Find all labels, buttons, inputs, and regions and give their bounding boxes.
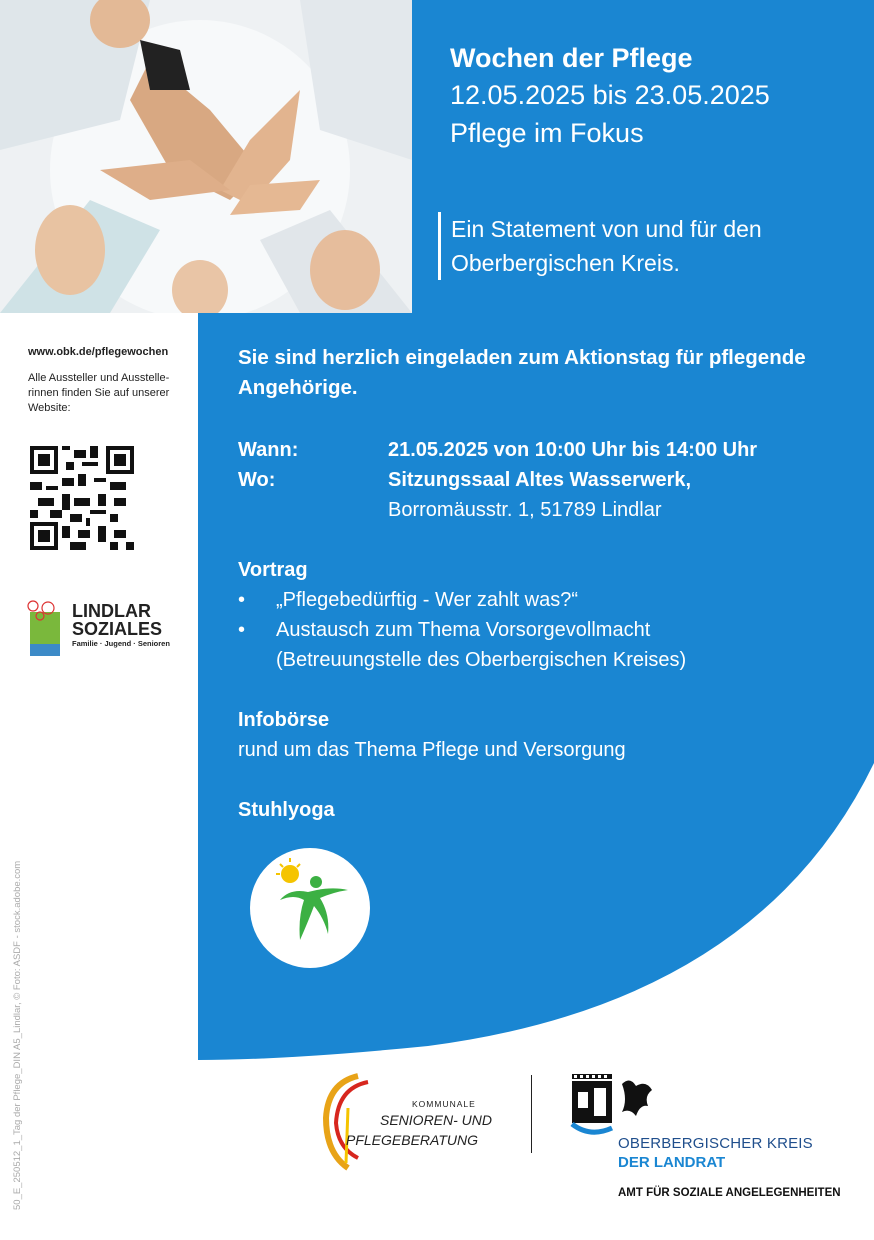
list-item-text: „Pflegebedürftig - Wer zahlt was?“ bbox=[276, 589, 578, 611]
hands-photo bbox=[0, 0, 412, 313]
obk-coat-of-arms-icon bbox=[570, 1072, 670, 1138]
infoboerse-text: rund um das Thema Pflege und Versorgung bbox=[238, 739, 626, 761]
where-row bbox=[238, 465, 858, 495]
header-text bbox=[450, 40, 770, 152]
event-details bbox=[238, 343, 858, 825]
yoga-heading: Stuhlyoga bbox=[238, 799, 335, 821]
vortrag-heading: Vortrag bbox=[238, 559, 308, 581]
sidebar-text-line: Website: bbox=[28, 402, 71, 414]
sidebar-text-line: Alle Aussteller und Ausstelle- bbox=[28, 372, 170, 384]
list-item bbox=[238, 615, 858, 645]
website-link[interactable]: www.obk.de/pflegewochen bbox=[28, 346, 169, 358]
lindlar-line1: LINDLAR bbox=[72, 601, 151, 621]
invitation-line: Angehörige. bbox=[238, 376, 358, 399]
invitation-line: Sie sind herzlich eingeladen zum Aktionstag für pflegende bbox=[238, 346, 806, 369]
list-item-text: (Betreuungstelle des Oberbergischen Kreises) bbox=[276, 649, 687, 671]
sidebar-text bbox=[28, 371, 193, 416]
yoga-logo bbox=[250, 848, 370, 968]
when-label: Wann: bbox=[238, 439, 299, 461]
qr-code-icon[interactable] bbox=[30, 446, 134, 550]
list-item-continuation bbox=[238, 645, 858, 675]
when-row bbox=[238, 435, 858, 465]
ksp-pflegeberatung: PFLEGEBERATUNG bbox=[346, 1132, 478, 1148]
bullet-icon: • bbox=[238, 619, 246, 641]
invitation bbox=[238, 343, 858, 403]
sidebar bbox=[28, 346, 193, 416]
list-item-text: Austausch zum Thema Vorsorgevollmacht bbox=[276, 619, 651, 641]
obk-landrat: DER LANDRAT bbox=[618, 1154, 726, 1171]
where-value: Sitzungssaal Altes Wasserwerk, bbox=[388, 469, 692, 491]
lindlar-line2: SOZIALES bbox=[72, 619, 163, 639]
statement-line: Ein Statement von und für den bbox=[451, 216, 762, 242]
obk-amt: AMT FÜR SOZIALE ANGELEGENHEITEN bbox=[618, 1187, 841, 1199]
lindlar-logo-icon bbox=[22, 596, 62, 658]
ksp-kommunale: KOMMUNALE bbox=[412, 1099, 476, 1109]
ksp-logo-icon bbox=[318, 1068, 388, 1178]
ksp-senioren: SENIOREN- UND bbox=[380, 1112, 493, 1128]
lindlar-logo bbox=[22, 596, 182, 660]
obk-name: OBERBERGISCHER KREIS bbox=[618, 1135, 813, 1152]
statement bbox=[438, 212, 762, 280]
event-dates: 12.05.2025 bis 23.05.2025 bbox=[450, 80, 770, 110]
lindlar-line3: Familie · Jugend · Senioren bbox=[72, 639, 170, 648]
event-subtitle: Pflege im Fokus bbox=[450, 118, 644, 148]
divider bbox=[531, 1075, 532, 1153]
statement-line: Oberbergischen Kreis. bbox=[451, 250, 680, 276]
infoboerse-heading: Infobörse bbox=[238, 709, 330, 731]
sidebar-text-line: rinnen finden Sie auf unserer bbox=[28, 387, 170, 399]
event-title: Wochen der Pflege bbox=[450, 43, 693, 73]
photo-credit: 50_E_250512_1_Tag der Pflege_DIN A5_Lindlar, © Foto: ASDF - stock.adobe.com bbox=[12, 860, 23, 1210]
where-label: Wo: bbox=[238, 469, 276, 491]
when-value: 21.05.2025 von 10:00 Uhr bis 14:00 Uhr bbox=[388, 439, 758, 461]
bullet-icon: • bbox=[238, 589, 246, 611]
yoga-logo-icon bbox=[250, 848, 370, 968]
address: Borromäusstr. 1, 51789 Lindlar bbox=[388, 499, 662, 521]
list-item bbox=[238, 585, 858, 615]
